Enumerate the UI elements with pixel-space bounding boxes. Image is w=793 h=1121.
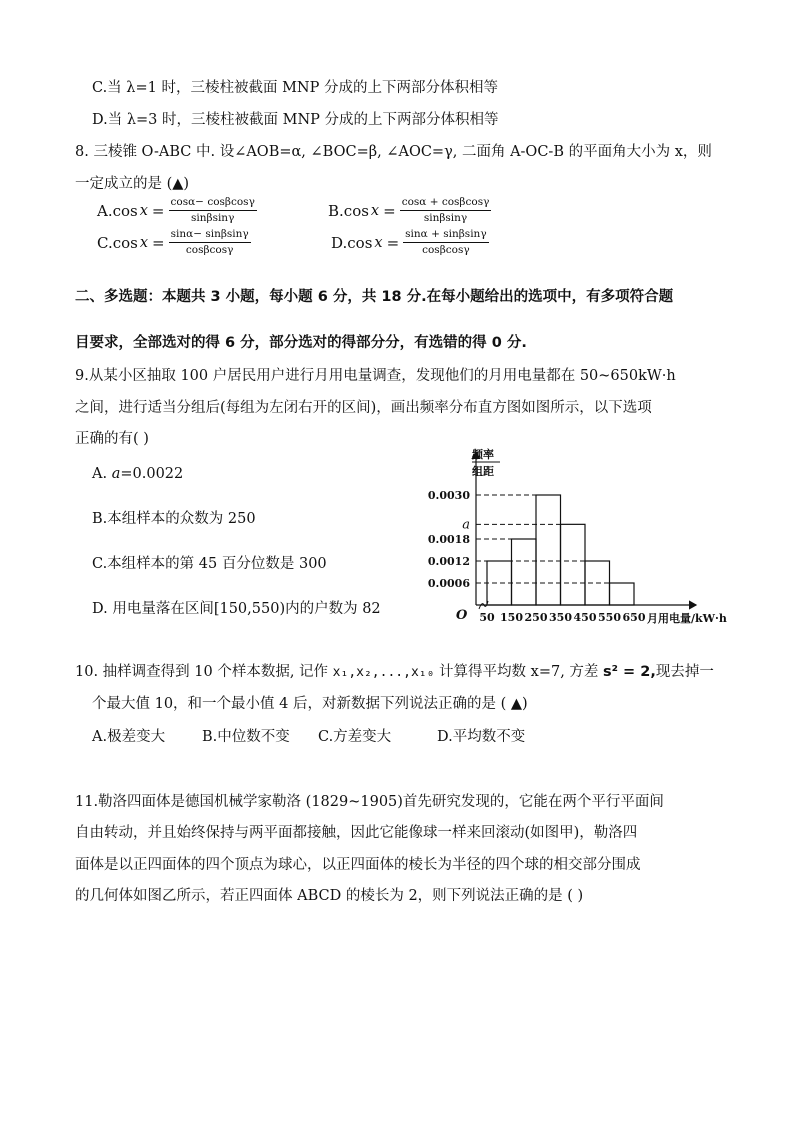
q9-option-a-var: a: [111, 466, 121, 482]
y-tick-label: 0.0006: [427, 577, 470, 590]
q9-option-c: C.本组样本的第 45 百分位数是 300: [92, 556, 327, 572]
x-tick-label: 650: [622, 611, 646, 624]
q11-stem-line4: 的几何体如图乙所示，若正四面体 ABCD 的棱长为 2，则下列说法正确的是 ( ): [75, 888, 584, 904]
q10-stem-line1: 10. 抽样调查得到 10 个样本数据, 记作 x₁,x₂,...,x₁₀ 计算得平均数 x=7, 方差 s² = 2,现去掉一: [75, 664, 714, 680]
q8-option-d-numerator: sinα + sinβsinγ: [403, 228, 488, 243]
q8-option-b-var: x: [370, 202, 380, 219]
y-tick-label: 0.0030: [427, 489, 470, 502]
y-tick-label: 0.0012: [427, 555, 470, 568]
q8-option-d-label: D.cos: [331, 233, 373, 252]
x-tick-label: 550: [598, 611, 621, 624]
q8-option-d-var: x: [374, 234, 383, 251]
q9-option-a: A. a=0.0022: [92, 466, 184, 482]
frequency-histogram: [420, 444, 750, 629]
q10-sample-notation: x₁,x₂,...,x₁₀: [332, 665, 435, 680]
y-axis-label-top: 频率: [472, 448, 494, 461]
q8-option-b-label: B.cos: [328, 201, 369, 220]
q8-option-a: A.cos x = $\frac{\cos\alpha- \cos\beta\cos\gamma}{\sin\beta\sin\gamma}$: [97, 196, 255, 224]
q8-option-c-var: x: [139, 234, 149, 251]
histogram-bar: [610, 583, 635, 605]
q8-option-d-denominator: cosβcosγ: [422, 244, 470, 256]
origin-label: O: [456, 608, 468, 623]
x-tick-label: 50: [479, 611, 495, 624]
q9-option-d: D. 用电量落在区间[150,550)内的户数为 82: [92, 601, 381, 617]
q8-stem-line2: 一定成立的是 (▲): [75, 176, 190, 192]
q10-option-d: D.平均数不变: [437, 729, 526, 745]
q11-stem-line2: 自由转动，并且始终保持与两平面都接触，因此它能像球一样来回滚动(如图甲)，勒洛四: [75, 825, 638, 841]
q8-option-a-numerator: cosα− cosβcosγ: [169, 196, 257, 211]
q8-option-a-var: x: [139, 202, 148, 219]
q9-stem-line2: 之间，进行适当分组后(每组为左闭右开的区间)，画出频率分布直方图如图所示，以下选项: [75, 400, 652, 416]
x-tick-label: 150: [500, 611, 523, 624]
q10-option-a: A.极差变大: [92, 729, 166, 745]
q8-option-b-numerator: cosα + cosβcosγ: [400, 196, 492, 211]
q8-option-c-denominator: cosβcosγ: [185, 244, 234, 256]
histogram-bar: [487, 561, 512, 605]
histogram-bar: [536, 495, 561, 605]
section2-heading-line2: 目要求，全部选对的得 6 分，部分选对的得部分分，有选错的得 0 分.: [75, 335, 527, 351]
q8-option-b-denominator: sinβsinγ: [423, 212, 468, 224]
q8-option-a-denominator: sinβsinγ: [190, 212, 235, 224]
q7-option-d: D.当 λ=3 时，三棱柱被截面 MNP 分成的上下两部分体积相等: [92, 112, 499, 128]
y-tick-label: a: [462, 517, 470, 533]
q9-option-b: B.本组样本的众数为 250: [92, 511, 256, 527]
q10-variance: s² = 2,: [603, 664, 656, 680]
q8-stem-line1: 8. 三棱锥 O-ABC 中. 设∠AOB=α, ∠BOC=β, ∠AOC=γ, 二面角 A-OC-B 的平面角大小为 x，则: [75, 144, 712, 160]
histogram-bar: [512, 539, 537, 605]
q9-stem-line1: 9.从某小区抽取 100 户居民用户进行月用电量调查，发现他们的月用电量都在 50~650kW·h: [75, 368, 676, 384]
q10-stem-line2: 个最大值 10，和一个最小值 4 后，对新数据下列说法正确的是 ( ▲): [92, 696, 528, 712]
q11-stem-line1: 11.勒洛四面体是德国机械学家勒洛 (1829~1905)首先研究发现的，它能在两个平行平面间: [75, 794, 664, 810]
q9-stem-line3: 正确的有( ): [75, 431, 149, 447]
section2-heading-line1: 二、多选题：本题共 3 小题，每小题 6 分，共 18 分.在每小题给出的选项中，有多项符合题: [75, 289, 674, 305]
x-tick-label: 450: [573, 611, 597, 624]
y-axis-label-bottom: 组距: [472, 465, 494, 478]
q10-option-b: B.中位数不变: [202, 729, 290, 745]
q7-option-c: C.当 λ=1 时，三棱柱被截面 MNP 分成的上下两部分体积相等: [92, 80, 498, 96]
x-tick-label: 250: [524, 611, 548, 624]
q8-option-c-label: C.cos: [97, 233, 138, 252]
histogram-bar: [561, 524, 586, 605]
q8-option-c: C.cos x = $\frac{\sin\alpha- \sin\beta\sin\gamma}{\cos\beta\cos\gamma}$: [97, 228, 249, 256]
x-axis-label: 月用电量/kW·h: [647, 612, 727, 625]
x-tick-label: 350: [549, 611, 572, 624]
q8-option-d: D.cos x = $\frac{\sin\alpha + \sin\beta\sin\gamma}{\cos\beta\cos\gamma}$: [331, 228, 487, 256]
q10-option-c: C.方差变大: [318, 729, 392, 745]
q8-option-a-label: A.cos: [97, 201, 138, 220]
q8-option-c-numerator: sinα− sinβsinγ: [169, 228, 251, 243]
q8-option-b: B.cos x = $\frac{\cos\alpha + \cos\beta\cos\gamma}{\sin\beta\sin\gamma}$: [328, 196, 490, 224]
q11-stem-line3: 面体是以正四面体的四个顶点为球心，以正四面体的棱长为半径的四个球的相交部分围成: [75, 857, 641, 873]
y-tick-label: 0.0018: [427, 533, 470, 546]
